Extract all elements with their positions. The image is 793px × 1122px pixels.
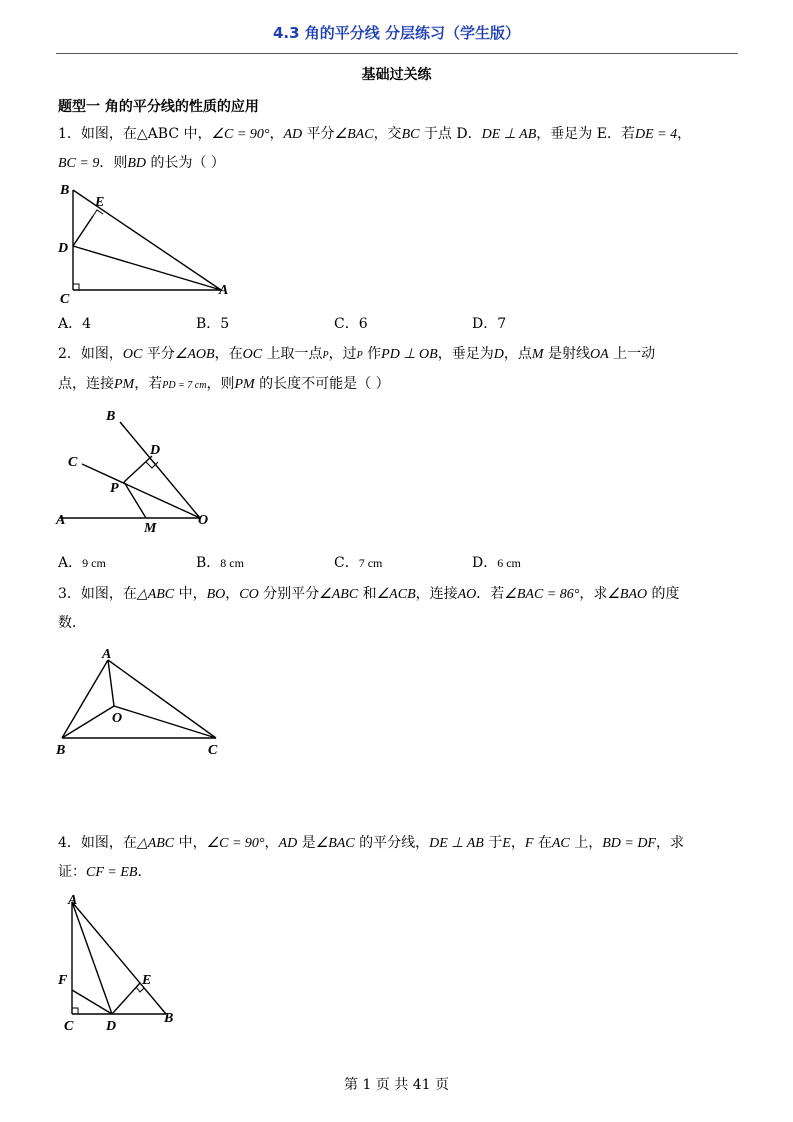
- fig3-label-c: C: [208, 743, 218, 758]
- question-1-figure: [55, 180, 245, 308]
- question-2-text: [58, 340, 740, 400]
- question-2-option-d: D．6 cm: [472, 555, 521, 571]
- fig2-label-a: A: [56, 513, 66, 528]
- question-1-option-c: C．6: [334, 316, 368, 332]
- question-4-text: [58, 829, 740, 887]
- question-1-line-2: BC = 9．则BD 的长为（ ）: [58, 155, 225, 171]
- fig1-label-b: B: [60, 183, 70, 198]
- fig1-label-c: C: [60, 292, 70, 307]
- question-2-option-b: B．8 cm: [196, 555, 244, 571]
- fig1-label-a: A: [219, 283, 229, 298]
- question-2-line-1: 2．如图，OC 平分∠AOB，在OC 上取一点P，过P 作PD ⊥ OB，垂足为D，点M 是射线OA 上一动: [58, 346, 656, 362]
- fig2-label-m: M: [144, 521, 157, 536]
- fig4-label-c: C: [64, 1019, 74, 1034]
- header-divider: [56, 53, 738, 54]
- page-footer: 第 1 页 共 41 页: [344, 1077, 449, 1093]
- fig2-label-p: P: [110, 481, 119, 496]
- fig3-label-o: O: [112, 711, 123, 726]
- fig3-label-b: B: [56, 743, 66, 758]
- question-3-line-1: 3．如图，在△ABC 中，BO，CO 分别平分∠ABC 和∠ACB，连接AO．若∠BAC = 86°，求∠BAO 的度: [58, 586, 680, 602]
- fig2-label-c: C: [68, 455, 78, 470]
- question-type-heading: 题型一 角的平分线的性质的应用: [58, 99, 259, 115]
- question-3-line-2: 数．: [58, 615, 86, 631]
- fig2-label-o: O: [198, 513, 209, 528]
- fig1-label-e: E: [95, 195, 105, 210]
- question-2-option-c: C．7 cm: [334, 555, 383, 571]
- document-title: 4.3 角的平分线 分层练习（学生版）: [272, 24, 521, 42]
- fig2-label-b: B: [106, 409, 116, 424]
- question-1-text: [58, 120, 740, 178]
- section-title: 基础过关练: [361, 67, 432, 83]
- fig4-label-a: A: [68, 893, 78, 908]
- fig1-label-d: D: [58, 241, 69, 256]
- fig2-label-d: D: [150, 443, 161, 458]
- question-4-figure: [52, 890, 192, 1035]
- question-4-line-2: 证：CF = EB．: [58, 864, 152, 880]
- question-2-figure: [50, 400, 225, 538]
- question-1-option-b: B．5: [196, 316, 230, 332]
- question-2-option-a: A．9 cm: [58, 555, 106, 571]
- fig4-label-d: D: [106, 1019, 117, 1034]
- fig4-label-e: E: [142, 973, 152, 988]
- question-1-option-d: D．7: [472, 316, 507, 332]
- fig4-label-b: B: [164, 1011, 174, 1026]
- fig4-label-f: F: [58, 973, 68, 988]
- question-3-figure: [50, 640, 230, 760]
- question-1-option-a: A．4: [58, 316, 92, 332]
- question-3-text: [58, 580, 740, 638]
- question-1-line-1: 1．如图，在△ABC 中，∠C = 90°，AD 平分∠BAC，交BC 于点 D．DE ⊥ AB，垂足为 E．若DE = 4，: [58, 126, 692, 142]
- question-2-line-2: 点，连接PM，若PD = 7 cm，则PM 的长度不可能是（ ）: [58, 376, 390, 392]
- question-4-line-1: 4．如图，在△ABC 中，∠C = 90°，AD 是∠BAC 的平分线，DE ⊥ AB 于E，F 在AC 上，BD = DF，求: [58, 835, 684, 851]
- fig3-label-a: A: [102, 647, 112, 662]
